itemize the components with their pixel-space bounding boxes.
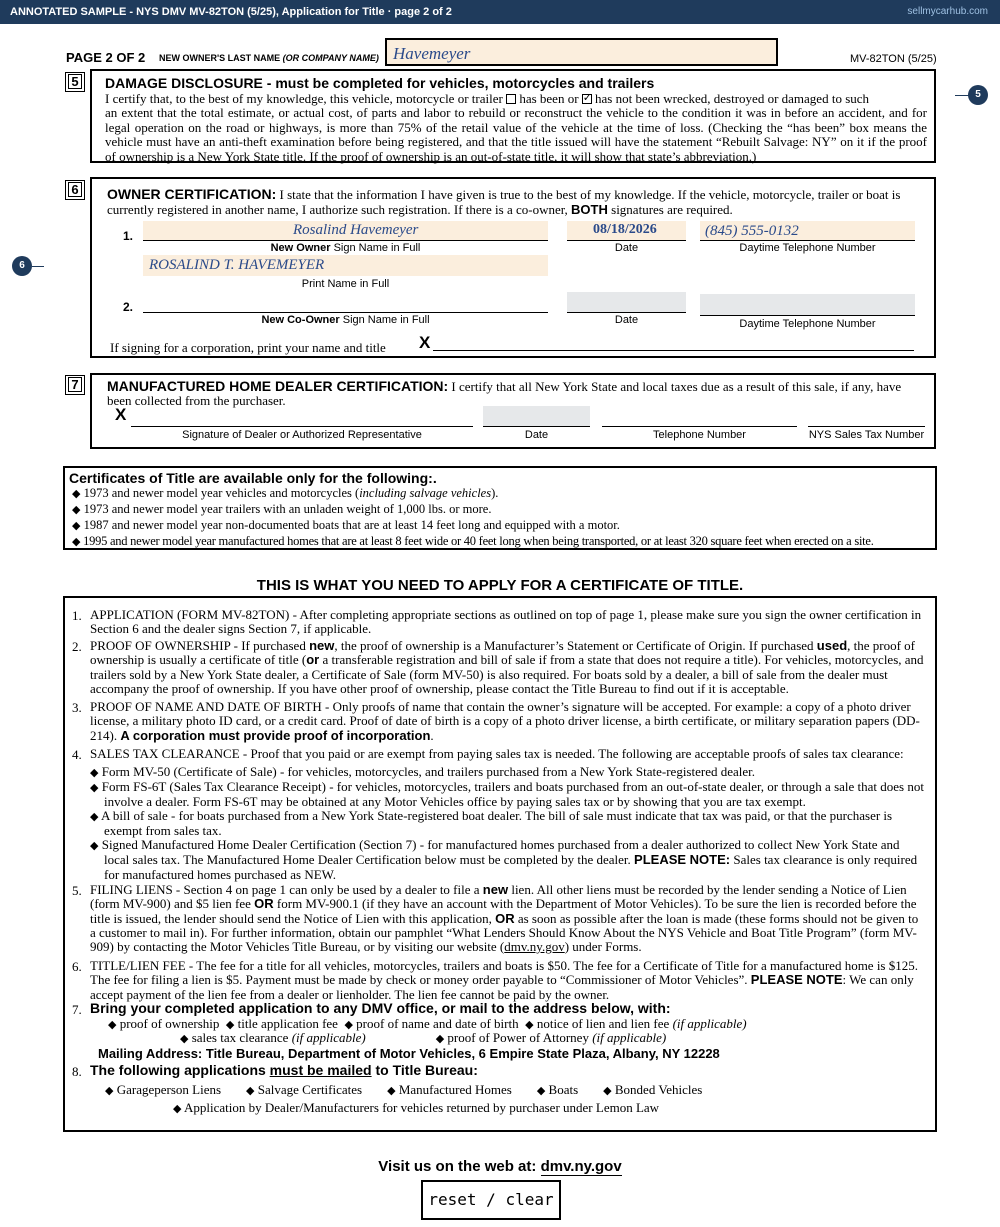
item-number: 6.: [72, 959, 82, 974]
owner-phone-caption: Daytime Telephone Number: [739, 242, 876, 254]
certificates-title: Certificates of Title are available only for the following:.: [69, 470, 437, 486]
print-name-caption: Print Name in Full: [301, 278, 390, 290]
annotation-banner: [0, 0, 1000, 24]
mailing-address: Mailing Address: Title Bureau, Department of Motor Vehicles, 6 Empire State Plaza, Albany, NY 12228: [98, 1046, 720, 1061]
dealer-date-caption: Date: [524, 429, 549, 441]
dealer-x-mark: X: [115, 405, 127, 424]
item-application: APPLICATION (FORM MV-82TON) - After completing appropriate sections as outlined on top of page 1, please make sure you sign the owner certification in Section 6 and the dealer signs Section 7, if applicable.: [90, 607, 922, 637]
section-5-line1: I certify that, to the best of my knowledge, this vehicle, motorcycle or trailer has been or ✓ has not been wrecked, destroyed or damaged to such: [105, 92, 925, 107]
dealer-tax-caption: NYS Sales Tax Number: [808, 429, 925, 441]
item-number: 1.: [72, 608, 82, 623]
list-item: ◆ 1973 and newer model year trailers with an unladen weight of 1,000 lbs. or more.: [72, 502, 492, 516]
reset-clear-button[interactable]: reset / clear: [421, 1180, 561, 1220]
dealer-phone-field[interactable]: [602, 426, 797, 427]
coowner-sign-caption: New Co-Owner Sign Name in Full: [261, 314, 430, 326]
coowner-date-caption: Date: [614, 314, 639, 326]
list-item: ◆ 1973 and newer model year vehicles and motorcycles (including salvage vehicles).: [72, 486, 499, 500]
item-filing-liens: FILING LIENS - Section 4 on page 1 can only be used by a dealer to file a new lien. All other liens must be recorded by the lender sending a Notice of Lien (form MV-900) and $5 lien fee OR form MV-900.1 (if they have an account with the Department of Motor Vehicles). To be sure the lien is recorded before the title is issued, the lender should send the Notice of Lien with this application, OR as soon as possible after the loan is made (these forms should not be given to a customer to mail in). For further information, obtain our pamphlet “What Lenders Should Know About the NYS Vehicle and Boat Title Program” (form MV-909) by contacting the Motor Vehicles Title Bureau, or by visiting our website (dmv.ny.gov) under Forms.: [90, 882, 919, 955]
dealer-date-field[interactable]: [483, 406, 590, 426]
section-7-badge: 7: [65, 375, 85, 395]
item-bring-application: Bring your completed application to any DMV office, or mail to the address below, with:: [90, 1000, 671, 1016]
section-5-badge: 5: [65, 72, 85, 92]
rule: [700, 240, 915, 241]
dmv-website-link[interactable]: dmv.ny.gov: [504, 939, 565, 955]
item-number: 8.: [72, 1064, 82, 1079]
marker-line: [32, 266, 44, 267]
coowner-date-field[interactable]: [567, 292, 686, 312]
list-item: ◆ 1987 and newer model year non-documented boats that are at least 14 feet long and equipped with a motor.: [72, 518, 620, 532]
dealer-phone-caption: Telephone Number: [653, 429, 746, 441]
footer-dmv-link[interactable]: dmv.ny.gov: [540, 1158, 622, 1175]
rule: [700, 315, 915, 316]
certificates-list: [72, 486, 934, 550]
has-been-checkbox[interactable]: [506, 94, 516, 104]
item-number: 3.: [72, 700, 82, 715]
list-item: ◆ A bill of sale - for boats purchased from a New York State-registered boat dealer. The bill of sale must indicate that tax was paid, or that the purchaser is exempt from sales tax.: [90, 808, 893, 839]
bring-items-row2: ◆ sales tax clearance (if applicable) ◆ proof of Power of Attorney (if applicable): [180, 1030, 667, 1045]
item-must-be-mailed: The following applications must be mailed to Title Bureau:: [90, 1062, 478, 1078]
has-not-been-checkbox[interactable]: [582, 94, 592, 104]
owner-date-caption: Date: [614, 242, 639, 254]
annotation-marker-6: 6: [12, 256, 32, 276]
section-5-title: DAMAGE DISCLOSURE - must be completed for vehicles, motorcycles and trailers: [105, 75, 655, 91]
item-number: 4.: [72, 747, 82, 762]
banner-site[interactable]: sellmycarhub.com: [907, 6, 988, 17]
section-5-body: an extent that the total estimate, or actual cost, of parts and labor to rebuild or reconstruct the vehicle to the condition it was in before an accident, and for legal operation on the road or highways, is more than 75% of the retail value of the vehicle at the time of loss. (Checking the “has been” box means the vehicle must have an anti-theft examination before being registered, and that the title issued will have the statement “Rebuilt Salvage: NY” on it if the proof of ownership is a New York State title. If the proof of ownership is an out-of-state title, it will show that state’s abbreviation.): [105, 105, 927, 164]
owner-signature-field[interactable]: Rosalind Havemeyer: [143, 221, 548, 241]
annotation-marker-5: 5: [968, 85, 988, 105]
section-6-badge: 6: [65, 180, 85, 200]
corporation-label: If signing for a corporation, print your name and title: [110, 340, 386, 355]
section-7-text: MANUFACTURED HOME DEALER CERTIFICATION: I certify that all New York State and local taxes due as a result of this sale, if any, have been collected from the purchaser.: [107, 378, 902, 408]
mailed-items-lemon-law: ◆ Application by Dealer/Manufacturers for vehicles returned by purchaser under Lemon Law: [173, 1100, 660, 1115]
list-item: ◆ Form FS-6T (Sales Tax Clearance Receipt) - for vehicles, motorcycles, trailers and boats purchased from an out-of-state dealer, or through a sale that does not involve a dealer. Form FS-6T may be obtained at any Motor Vehicles office by paying sales tax or by showing that you are tax exempt.: [90, 779, 924, 810]
list-item: ◆ 1995 and newer model year manufactured homes that are at least 8 feet wide or 40 feet long when being transported, or at least 320 square feet when erected on a site.: [72, 534, 874, 548]
rule: [483, 426, 590, 427]
item-number: 5.: [72, 883, 82, 898]
owner-last-name-label: NEW OWNER'S LAST NAME (OR COMPANY NAME): [159, 53, 379, 63]
coowner-phone-field[interactable]: [700, 294, 915, 315]
owner-1-number: 1.: [123, 229, 134, 243]
visit-web-line: Visit us on the web at: dmv.ny.gov: [378, 1158, 622, 1175]
owner-date-field[interactable]: 08/18/2026: [567, 221, 686, 241]
owner-last-name-field[interactable]: Havemeyer: [385, 38, 778, 66]
item-number: 2.: [72, 639, 82, 654]
section-6-text: OWNER CERTIFICATION: I state that the information I have given is true to the best of my knowledge. If the vehicle, motorcycle, trailer or boat is currently registered in another name, I authorize such registration. If there is a co-owner, BOTH signatures are required.: [107, 186, 901, 217]
corporation-x-mark: X: [419, 333, 431, 352]
bring-items-row1: ◆ proof of ownership ◆ title application fee ◆ proof of name and date of birth ◆ notice of lien and lien fee (if applicable): [108, 1016, 747, 1031]
item-proof-of-ownership: PROOF OF OWNERSHIP - If purchased new, the proof of ownership is a Manufacturer’s Statement or Certificate of Origin. If purchased used, the proof of ownership is usually a certificate of title (or a transferable registration and bill of sale if from a state that does not require a title). For vehicles, motorcycles, and trailers sold by a New York State dealer, a Certificate of Sale (form MV-50) is also required. For boats sold by a dealer, a bill of sale from the dealer must accompany the proof of ownership. If you have other proof of ownership, please contact the Title Bureau to find out if it is acceptable.: [90, 638, 924, 696]
corporation-name-field[interactable]: [433, 350, 914, 351]
rule: [567, 312, 686, 313]
rule: [567, 240, 686, 241]
owner-2-number: 2.: [123, 300, 134, 314]
dealer-signature-field[interactable]: [131, 426, 473, 427]
list-item: ◆ Form MV-50 (Certificate of Sale) - for vehicles, motorcycles, and trailers purchased from a New York State-registered dealer.: [90, 764, 756, 779]
owner-sign-caption: New Owner Sign Name in Full: [270, 242, 421, 254]
list-item: ◆ Signed Manufactured Home Dealer Certification (Section 7) - for manufactured homes purchased from a dealer authorized to collect New York State and local sales tax. The Manufactured Home Dealer Certification below must be completed by the dealer. PLEASE NOTE: Sales tax clearance is only required for manufactured homes purchased as NEW.: [90, 837, 918, 882]
coowner-signature-field[interactable]: [143, 312, 548, 313]
item-sales-tax: SALES TAX CLEARANCE - Proof that you paid or are exempt from paying sales tax is needed. The following are acceptable proofs of sales tax clearance:: [90, 746, 904, 761]
banner-title: ANNOTATED SAMPLE - NYS DMV MV-82TON (5/25), Application for Title · page 2 of 2: [10, 6, 452, 18]
owner-phone-field[interactable]: (845) 555-0132: [700, 221, 915, 241]
form-id: MV-82TON (5/25): [850, 53, 937, 65]
page-label: PAGE 2 OF 2: [66, 50, 146, 65]
dealer-tax-number-field[interactable]: [808, 426, 925, 427]
item-proof-of-name: PROOF OF NAME AND DATE OF BIRTH - Only proofs of name that contain the owner’s signature will be accepted. For example: a copy of a photo driver license, a military photo ID card, or a credit card. Proof of date of birth is a copy of a photo driver license, a birth certificate, or military separation papers (DD-214). A corporation must provide proof of incorporation.: [90, 699, 920, 743]
dealer-sign-caption: Signature of Dealer or Authorized Representative: [182, 429, 422, 441]
item-title-lien-fee: TITLE/LIEN FEE - The fee for a title for all vehicles, motorcycles, trailers and boats is $50. The fee for a Certificate of Title for a manufactured home is $125. The fee for filing a lien is $5. Payment must be made by check or money order payable to “Commissioner of Motor Vehicles”. PLEASE NOTE: We can only accept payment of the lien fee from a dealer or lienholder. The lien fee cannot be paid by the owner.: [90, 958, 918, 1002]
owner-print-name-field[interactable]: ROSALIND T. HAVEMEYER: [143, 255, 548, 276]
rule: [143, 240, 548, 241]
item-number: 7.: [72, 1002, 82, 1017]
apply-heading: THIS IS WHAT YOU NEED TO APPLY FOR A CERTIFICATE OF TITLE.: [256, 577, 744, 594]
mailed-items-row: ◆ Garageperson Liens ◆ Salvage Certificates ◆ Manufactured Homes ◆ Boats ◆ Bonded Vehicles: [105, 1082, 703, 1097]
coowner-phone-caption: Daytime Telephone Number: [739, 318, 876, 330]
